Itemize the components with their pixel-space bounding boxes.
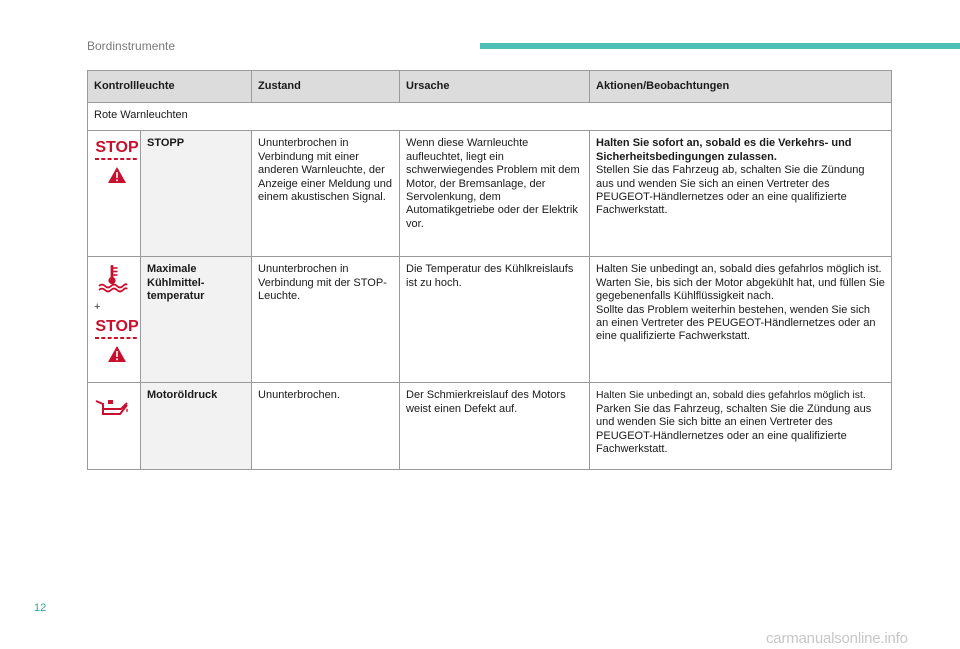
aktion-text: Stellen Sie das Fahrzeug ab, schalten Sie die Zündung aus und wenden Sie sich an einen Vertreter des PEUGEOT-Händlernetzes oder an eine qualifizierte Fachwerkstatt.	[596, 164, 865, 217]
column-header-zustand: Zustand	[252, 71, 400, 103]
svg-text:STOP: STOP	[95, 318, 139, 336]
stop-icon	[94, 316, 140, 368]
aktion-text: Parken Sie das Fahrzeug, schalten Sie die Zündung aus und wenden Sie sich bitte an einen Vertreter des PEUGEOT-Händlernetzes oder an eine qualifizierte Fachwerkstatt.	[596, 402, 872, 456]
ursache-cell: Die Temperatur des Kühlkreislaufs ist zu hoch.	[400, 257, 590, 383]
light-name: Motoröldruck	[141, 383, 252, 470]
icon-cell	[88, 257, 141, 383]
light-name: STOPP	[141, 131, 252, 257]
icon-cell	[88, 383, 141, 470]
light-name: Maximale Kühlmittel-temperatur	[141, 257, 252, 383]
stop-icon	[94, 137, 140, 189]
zustand-cell: Ununterbrochen in Verbindung mit der STOP-Leuchte.	[252, 257, 400, 383]
oil-pressure-icon	[94, 393, 130, 423]
warning-lights-table	[87, 70, 892, 470]
plus-sign: +	[94, 300, 101, 313]
group-label: Rote Warnleuchten	[88, 103, 892, 131]
svg-text:STOP: STOP	[95, 139, 139, 157]
icon-cell	[88, 131, 141, 257]
aktion-first-line: Halten Sie unbedingt an, sobald dies gefahrlos möglich ist.	[596, 390, 866, 402]
aktion-cell	[590, 131, 892, 257]
aktion-emphasis: Halten Sie sofort an, sobald es die Verkehrs- und Sicherheitsbedingungen zulassen.	[596, 137, 852, 163]
page-number: 12	[34, 602, 47, 614]
aktion-cell: Halten Sie unbedingt an, sobald dies gefahrlos möglich ist. Warten Sie, bis sich der Motor abgekühlt hat, und füllen Sie gegebenenfalls Kühlflüssigkeit nach. Sollte das Problem weiterhin bestehen, wenden Sie sich an einen Vertreter des PEUGEOT-Händlernetzes oder an eine qualifizierte Fachwerkstatt.	[590, 257, 892, 383]
aktion-cell	[590, 383, 892, 470]
section-accent-bar	[480, 43, 960, 49]
table-row	[88, 383, 892, 470]
column-header-kontrollleuchte: Kontrollleuchte	[88, 71, 252, 103]
group-row	[88, 103, 892, 131]
zustand-cell: Ununterbrochen.	[252, 383, 400, 470]
table-row	[88, 131, 892, 257]
table-row	[88, 257, 892, 383]
coolant-temperature-icon	[94, 263, 130, 293]
column-header-aktionen: Aktionen/Beobachtungen	[590, 71, 892, 103]
section-title: Bordinstrumente	[87, 39, 176, 53]
watermark: carmanualsonline.info	[766, 630, 908, 647]
zustand-cell: Ununterbrochen in Verbindung mit einer anderen Warnleuchte, der Anzeige einer Meldung und einem akustischen Signal.	[252, 131, 400, 257]
ursache-cell: Wenn diese Warnleuchte aufleuchtet, liegt ein schwerwiegendes Problem mit dem Motor, der Bremsanlage, der Servolenkung, dem Automatikgetriebe oder der Elektrik vor.	[400, 131, 590, 257]
ursache-cell: Der Schmierkreislauf des Motors weist einen Defekt auf.	[400, 383, 590, 470]
table-header-row	[88, 71, 892, 103]
column-header-ursache: Ursache	[400, 71, 590, 103]
